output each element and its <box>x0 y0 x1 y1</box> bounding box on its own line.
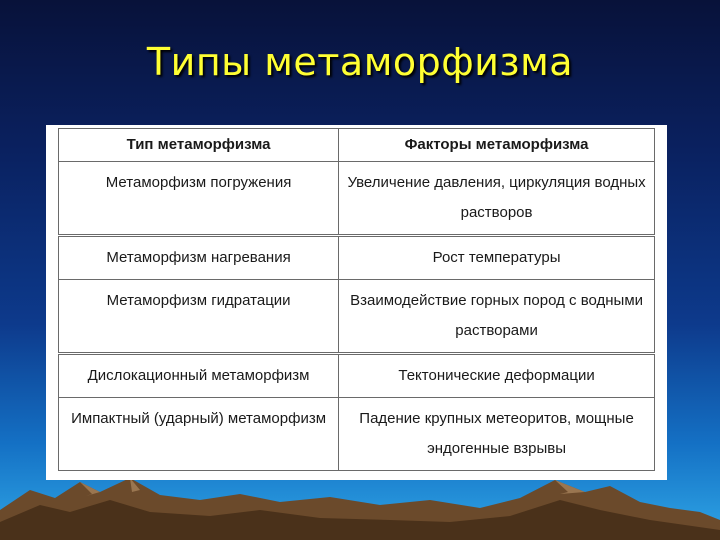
metamorphism-table-panel <box>46 125 667 480</box>
table-header-row <box>59 129 655 162</box>
cell-type: Метаморфизм нагревания <box>59 236 339 280</box>
table-row <box>59 162 655 236</box>
slide-title: Типы метаморфизма <box>146 40 574 84</box>
header-type: Тип метаморфизма <box>59 129 339 162</box>
metamorphism-table <box>58 128 655 471</box>
header-factors: Факторы метаморфизма <box>339 129 655 162</box>
cell-factors: Увеличение давления, циркуляция водных растворов <box>339 162 655 236</box>
table-row <box>59 354 655 398</box>
cell-type: Дислокационный метаморфизм <box>59 354 339 398</box>
table-row <box>59 236 655 280</box>
table-row <box>59 398 655 471</box>
cell-factors: Рост температуры <box>339 236 655 280</box>
cell-factors: Взаимодействие горных пород с водными растворами <box>339 280 655 354</box>
cell-type: Импактный (ударный) метаморфизм <box>59 398 339 471</box>
cell-factors: Падение крупных метеоритов, мощные эндогенные взрывы <box>339 398 655 471</box>
cell-type: Метаморфизм погружения <box>59 162 339 236</box>
cell-type: Метаморфизм гидратации <box>59 280 339 354</box>
cell-factors: Тектонические деформации <box>339 354 655 398</box>
table-row <box>59 280 655 354</box>
